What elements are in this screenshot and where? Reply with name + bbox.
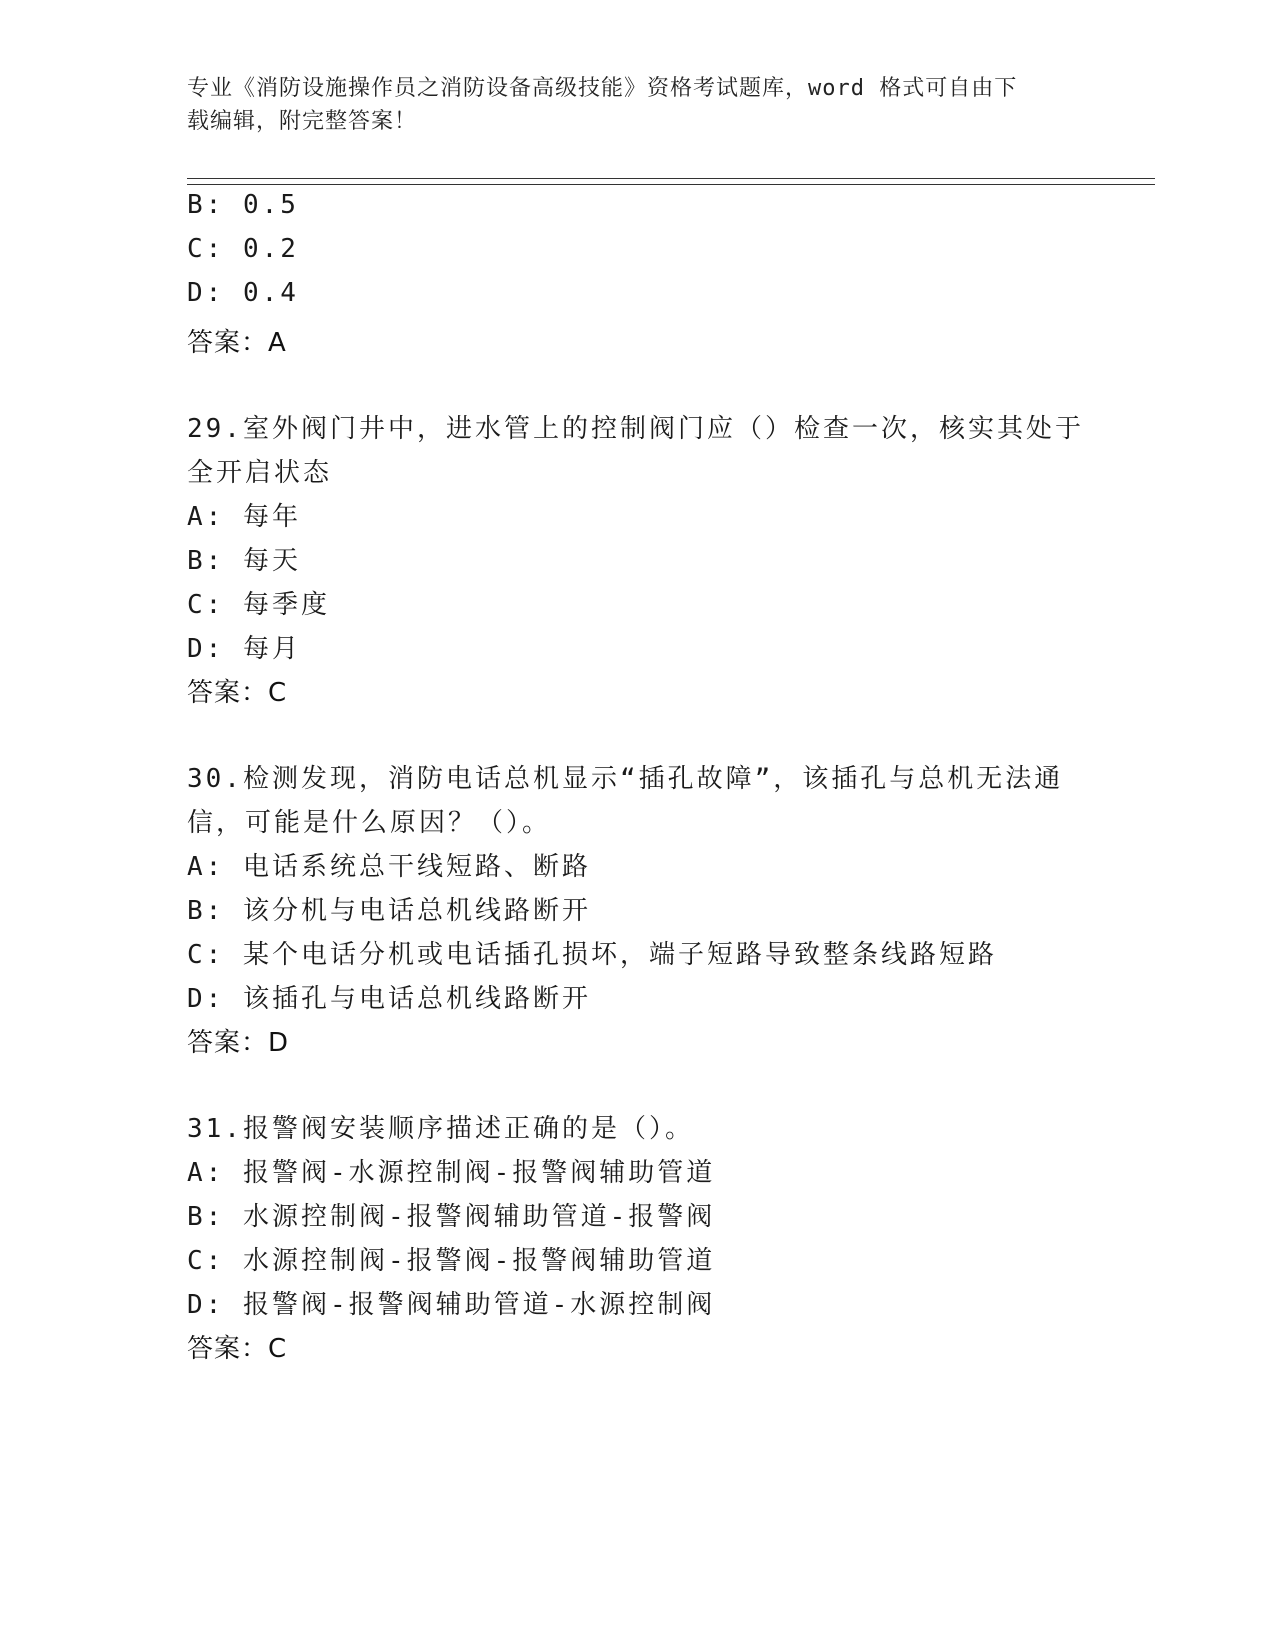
option-c: C: 水源控制阀-报警阀-报警阀辅助管道	[187, 1246, 716, 1276]
option-b: B: 水源控制阀-报警阀辅助管道-报警阀	[187, 1202, 716, 1232]
option-c: C: 0.2	[187, 234, 299, 264]
option-d: D: 每月	[187, 634, 301, 664]
question-stem-continued: 全开启状态	[187, 458, 333, 488]
question-stem: 31.报警阀安装顺序描述正确的是（）。	[187, 1114, 694, 1144]
option-c: C: 每季度	[187, 590, 330, 620]
header-double-rule	[187, 178, 1155, 185]
option-b: B: 该分机与电话总机线路断开	[187, 896, 591, 926]
document-header	[187, 72, 1087, 138]
question-stem: 30.检测发现，消防电话总机显示“插孔故障”，该插孔与总机无法通	[187, 764, 1064, 794]
option-b: B: 0.5	[187, 190, 299, 220]
option-a: A: 每年	[187, 502, 301, 532]
header-line-2: 载编辑，附完整答案！	[187, 109, 418, 134]
option-c: C: 某个电话分机或电话插孔损坏，端子短路导致整条线路短路	[187, 940, 997, 970]
option-b: B: 每天	[187, 546, 301, 576]
option-d: D: 该插孔与电话总机线路断开	[187, 984, 591, 1014]
question-stem: 29.室外阀门井中，进水管上的控制阀门应（）检查一次，核实其处于	[187, 414, 1084, 444]
answer-line: 答案：A	[187, 328, 287, 358]
header-line-1: 专业《消防设施操作员之消防设备高级技能》资格考试题库，word 格式可自由下	[187, 76, 1018, 101]
option-d: D: 0.4	[187, 278, 299, 308]
answer-line: 答案：C	[187, 1334, 288, 1364]
answer-line: 答案：C	[187, 678, 288, 708]
answer-line: 答案：D	[187, 1028, 290, 1058]
option-a: A: 报警阀-水源控制阀-报警阀辅助管道	[187, 1158, 716, 1188]
option-a: A: 电话系统总干线短路、断路	[187, 852, 591, 882]
question-stem-continued: 信，可能是什么原因？（）。	[187, 808, 552, 838]
option-d: D: 报警阀-报警阀辅助管道-水源控制阀	[187, 1290, 716, 1320]
